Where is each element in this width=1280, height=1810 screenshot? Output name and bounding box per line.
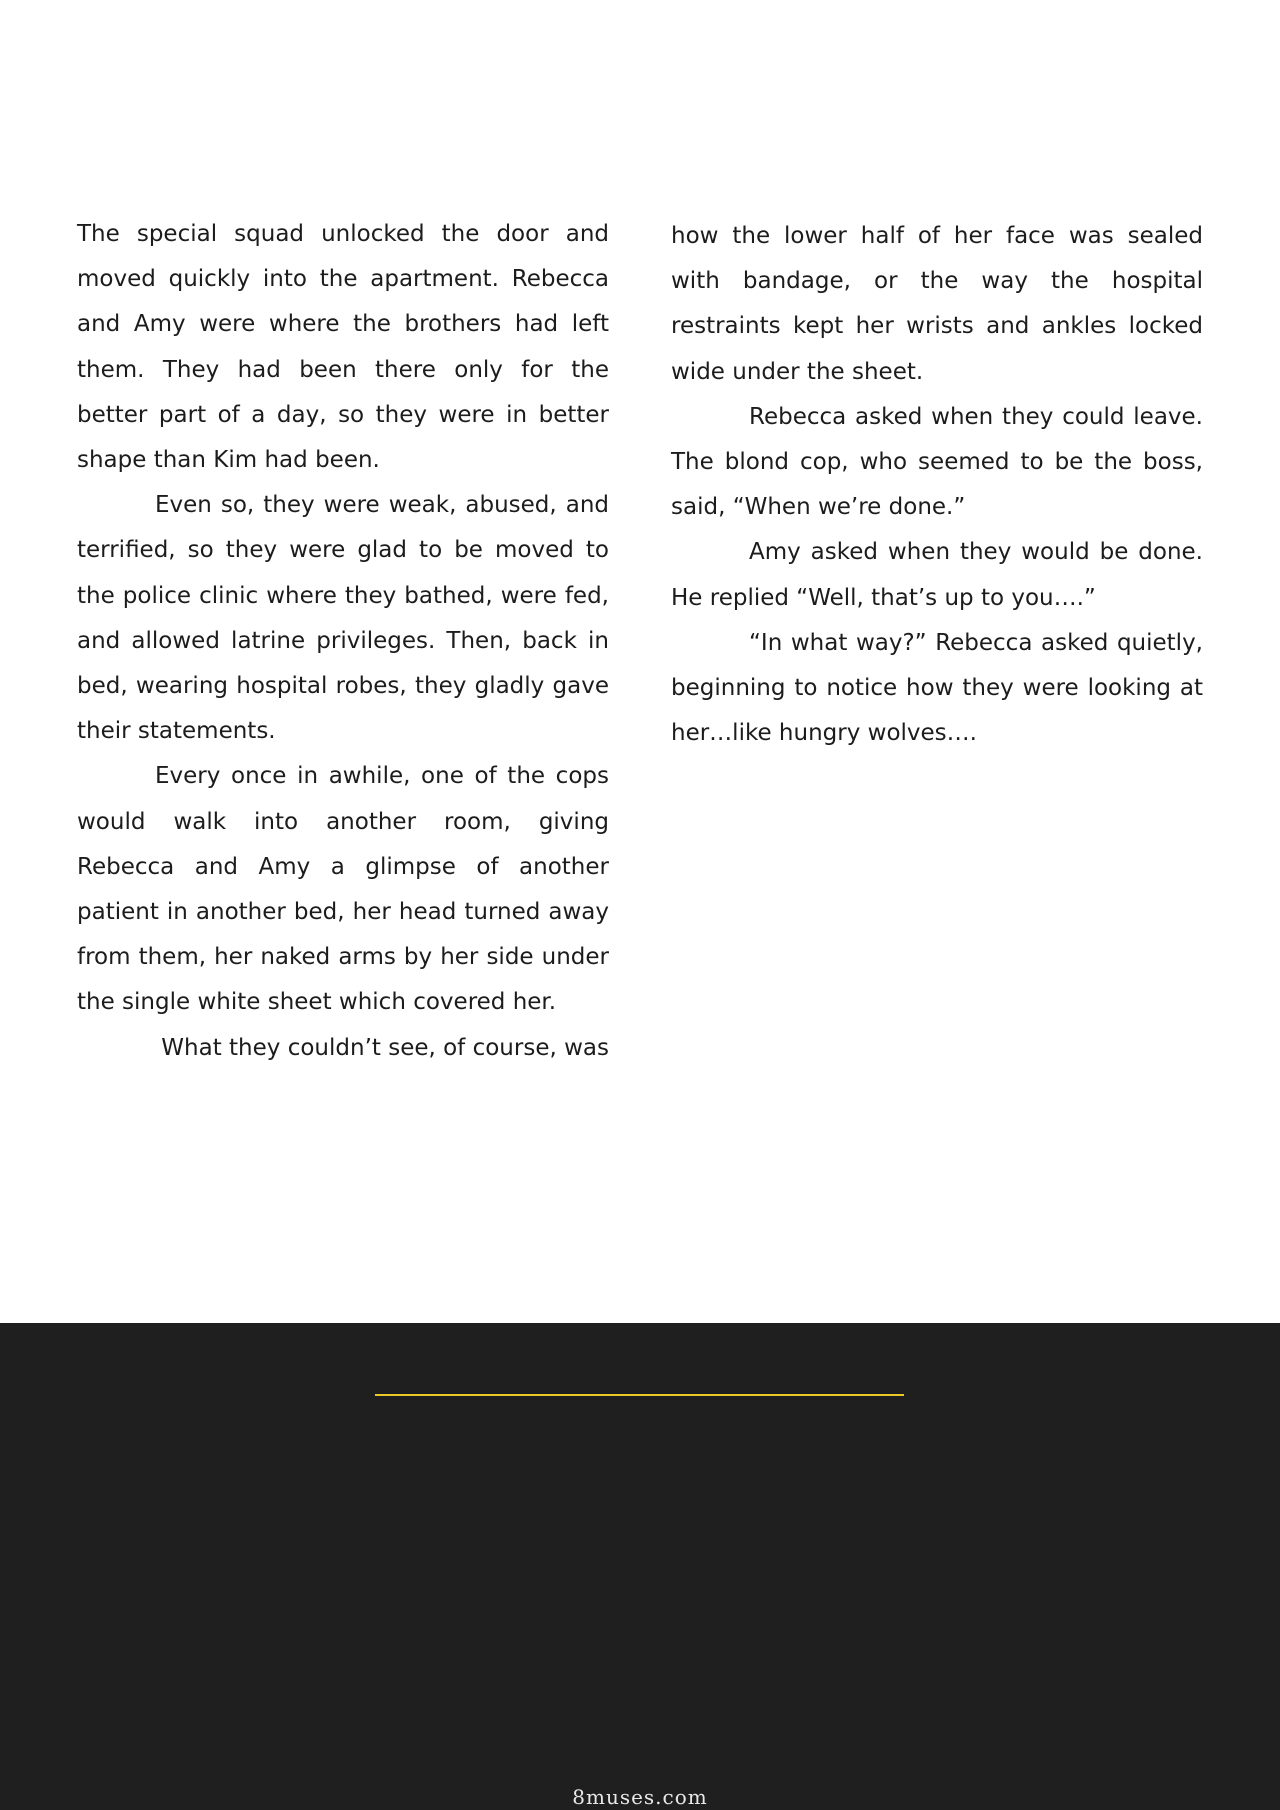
left-text-column — [77, 212, 609, 1071]
right-paragraph-2: Rebecca asked when they could leave. The blond cop, who seemed to be the boss, said, “When we’re done.” — [671, 403, 1203, 521]
left-paragraph-1: The special squad unlocked the door and moved quickly into the apartment. Rebecca and Amy were where the brothers had left them. They had been there only for the better part of a day, so they were in better shape than Kim had been. — [77, 221, 609, 474]
accent-divider-line — [375, 1394, 904, 1396]
left-paragraph-3: Every once in awhile, one of the cops would walk into another room, giving Rebecca and Amy a glimpse of another patient in another bed, her head turned away from them, her naked arms by her side under the single white sheet which covered her. — [77, 763, 609, 1016]
right-text-column — [671, 214, 1203, 756]
watermark-text: 8muses.com — [572, 1785, 708, 1809]
footer-band — [0, 1323, 1280, 1810]
right-paragraph-3: Amy asked when they would be done. He replied “Well, that’s up to you….” — [671, 539, 1203, 611]
right-paragraph-1: how the lower half of her face was sealed with bandage, or the way the hospital restraints kept her wrists and ankles locked wide under the sheet. — [671, 223, 1203, 385]
left-paragraph-4: What they couldn’t see, of course, was — [161, 1034, 609, 1061]
left-paragraph-2: Even so, they were weak, abused, and terrified, so they were glad to be moved to the police clinic where they bathed, were fed, and allowed latrine privileges. Then, back in bed, wearing hospital robes, they gladly gave their statements. — [77, 492, 609, 745]
story-text — [77, 212, 1203, 1071]
right-paragraph-4: “In what way?” Rebecca asked quietly, beginning to notice how they were looking at her…like hungry wolves…. — [671, 629, 1203, 747]
